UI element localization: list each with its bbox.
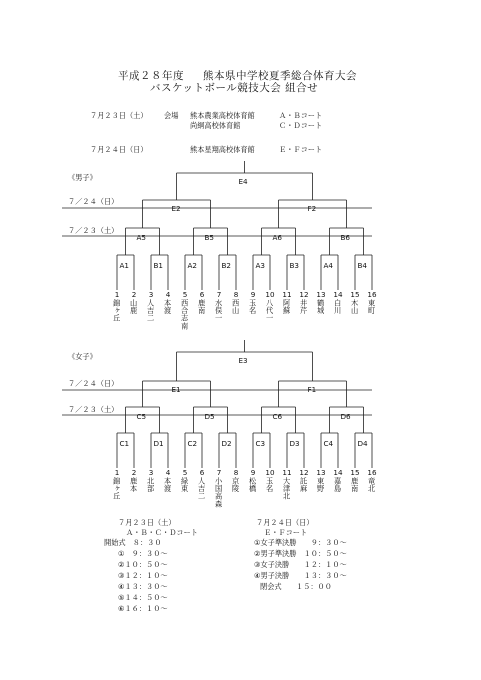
team-name: 鶴城 [316,299,326,315]
team-name: 錦ヶ丘 [112,477,122,501]
qf-match-label: A6 [272,233,282,242]
r1-match-label: C1 [119,439,130,448]
team-entry [146,290,156,322]
title-line1-event: 熊本県中学校夏季総合体育大会 [203,70,357,82]
team-name: 北部 [146,477,156,493]
timetable-right-row: ①女子準決勝 ９：３０～ [254,538,347,547]
team-name: 嘉島 [333,477,343,493]
r1-match-label: A4 [323,261,333,270]
team-name: 本渡 [163,299,173,315]
team-name: 本渡 [163,477,173,493]
r1-match-label: A2 [187,261,197,270]
r1-match-label: C4 [323,439,334,448]
team-entry [163,290,173,315]
team-entry [282,468,292,500]
team-entry [214,290,224,322]
timetable-left-row: ① ９：３０～ [118,549,168,558]
team-name: 大津北 [282,477,292,501]
r1-match-label: D1 [153,439,164,448]
team-name: 松橋 [248,477,258,493]
team-entry [316,468,326,493]
team-seed-number: 3 [148,468,154,477]
team-seed-number: 5 [182,290,188,299]
semi-match-label: F1 [307,385,317,394]
team-entry [129,468,139,493]
timetable-right-date: ７月２４日（日） [256,518,314,527]
team-seed-number: 12 [299,468,309,477]
team-seed-number: 13 [316,468,326,477]
team-name: 西合志南 [180,299,190,331]
timetable-right-row: ③女子決勝 １２：１０～ [254,560,347,569]
team-entry [333,290,343,315]
team-seed-number: 7 [216,290,222,299]
team-entry [350,468,360,493]
qf-match-label: C6 [272,412,283,421]
timetable-left-row: ②１０：５０～ [118,560,168,569]
team-name: 阿蘇 [282,299,292,315]
team-entry [248,290,258,315]
team-entry [197,468,207,500]
semi-match-label: E1 [171,385,181,394]
team-entry [197,290,207,315]
final-match-label: E3 [238,356,248,365]
timetable-left-row: 開始式 ８：３０ [104,538,162,547]
team-name: 人吉二 [197,477,207,501]
team-entry [316,290,326,315]
r1-match-label: C3 [255,439,266,448]
timetable-left-row: ⑤１４：５０～ [118,593,168,602]
team-name: 鹿南 [350,477,360,493]
team-name: 西山 [231,299,241,315]
semi-match-label: F2 [307,204,317,213]
timetable-left-row: ⑥１６：１０～ [118,604,168,613]
team-seed-number: 7 [216,468,222,477]
title-line1-year: 平成２８年度 [118,70,184,82]
team-name: 緑東 [180,477,190,493]
team-name: 東野 [316,477,326,493]
schedule-day2-date: ７月２４日（日） [90,145,148,154]
team-entry [299,290,309,315]
team-name: 玉名 [248,299,258,315]
r1-match-label: B3 [289,261,300,270]
team-name: 井芹 [299,299,309,315]
team-name: 東町 [367,299,377,315]
schedule-day2-court: Ｅ・Ｆコート [279,145,323,154]
boys-section-label: 《男子》 [68,173,97,182]
team-name: 山鹿 [129,299,139,315]
team-entry [350,290,360,315]
team-name: 錦ヶ丘 [112,299,122,323]
team-seed-number: 16 [367,290,377,299]
team-seed-number: 13 [316,290,326,299]
r1-match-label: A3 [255,261,265,270]
timetable-right-row: 閉会式 １５：００ [260,582,332,591]
schedule-day1-court1: Ａ・Ｂコート [279,111,323,120]
team-name: 水俣一 [214,299,224,323]
team-seed-number: 1 [114,468,120,477]
team-seed-number: 8 [233,468,239,477]
qf-match-label: D5 [204,412,215,421]
schedule-day1-venue1: 熊本農業高校体育館 [190,111,255,120]
timetable-left-courts: Ａ・Ｂ・Ｃ・Ｄコート [126,528,198,537]
team-name: 木山 [350,299,360,315]
schedule-venue-label: 会場 [164,111,179,120]
timetable-right-row: ②男子準決勝 １０：５０～ [254,549,347,558]
qf-match-label: B6 [340,233,351,242]
team-entry [231,468,241,493]
team-entry [163,468,173,493]
team-entry [112,468,122,500]
team-seed-number: 9 [250,290,256,299]
team-name: 竜北 [367,477,377,493]
team-name: 鹿南 [197,299,207,315]
team-entry [180,468,190,493]
timetable-left-row: ④１３：３０～ [118,582,168,591]
girls-section-label: 《女子》 [68,352,97,361]
team-entry [146,468,156,493]
team-name: 鹿本 [129,477,139,493]
team-seed-number: 10 [265,290,275,299]
r1-match-label: D4 [357,439,368,448]
team-name: 小国高森 [214,477,224,509]
team-seed-number: 8 [233,290,239,299]
team-seed-number: 12 [299,290,309,299]
team-seed-number: 2 [131,290,137,299]
team-entry [265,468,275,493]
team-seed-number: 16 [367,468,377,477]
team-seed-number: 2 [131,468,137,477]
team-seed-number: 15 [350,468,360,477]
timetable-left-date: ７月２３日（土） [118,518,176,527]
team-seed-number: 11 [282,290,292,299]
r1-match-label: B1 [153,261,164,270]
team-entry [265,290,275,322]
team-seed-number: 15 [350,290,360,299]
boys-round-23-label: ７／２３（土） [68,226,119,235]
boys-round-24-label: ７／２４（日） [68,197,119,206]
timetable-right-courts: Ｅ・Ｆコート [264,528,308,537]
final-match-label: E4 [238,177,248,186]
schedule-day1-court2: Ｃ・Ｄコート [279,121,323,130]
team-name: 玉名 [265,477,275,493]
schedule-day2-venue: 熊本星翔高校体育館 [190,145,255,154]
qf-match-label: B5 [204,233,215,242]
team-seed-number: 9 [250,468,256,477]
team-name: 京陵 [231,477,241,493]
semi-match-label: E2 [171,204,181,213]
r1-match-label: B2 [221,261,232,270]
team-seed-number: 1 [114,290,120,299]
team-entry [333,468,343,493]
r1-match-label: B4 [357,261,368,270]
team-seed-number: 5 [182,468,188,477]
team-entry [367,290,377,315]
team-entry [231,290,241,315]
qf-match-label: D6 [340,412,351,421]
girls-round-23-label: ７／２３（土） [68,405,119,414]
team-seed-number: 11 [282,468,292,477]
schedule-day1-date: ７月２３日（土） [90,111,148,120]
timetable-right-row: ④男子決勝 １３：３０～ [254,571,347,580]
team-name: 託麻 [299,477,309,493]
r1-match-label: A1 [119,261,129,270]
team-entry [180,290,190,330]
team-entry [282,290,292,315]
qf-match-label: C5 [136,412,147,421]
r1-match-label: D3 [289,439,300,448]
qf-match-label: A5 [136,233,146,242]
r1-match-label: D2 [221,439,232,448]
title-line2: バスケットボール競技大会 組合せ [150,82,319,94]
team-name: 人吉二 [146,299,156,323]
team-seed-number: 6 [199,290,205,299]
r1-match-label: C2 [187,439,198,448]
team-entry [112,290,122,322]
team-entry [248,468,258,493]
team-seed-number: 4 [165,468,171,477]
team-seed-number: 14 [333,468,343,477]
team-seed-number: 14 [333,290,343,299]
team-entry [367,468,377,493]
schedule-day1-venue2: 尚絅高校体育館 [190,121,241,130]
team-seed-number: 6 [199,468,205,477]
girls-round-24-label: ７／２４（日） [68,379,119,388]
team-name: 八代一 [265,299,275,323]
team-seed-number: 3 [148,290,154,299]
team-seed-number: 10 [265,468,275,477]
team-name: 白川 [333,299,343,315]
team-entry [129,290,139,315]
team-entry [299,468,309,493]
team-entry [214,468,224,508]
team-seed-number: 4 [165,290,171,299]
timetable-left-row: ③１２：１０～ [118,571,168,580]
